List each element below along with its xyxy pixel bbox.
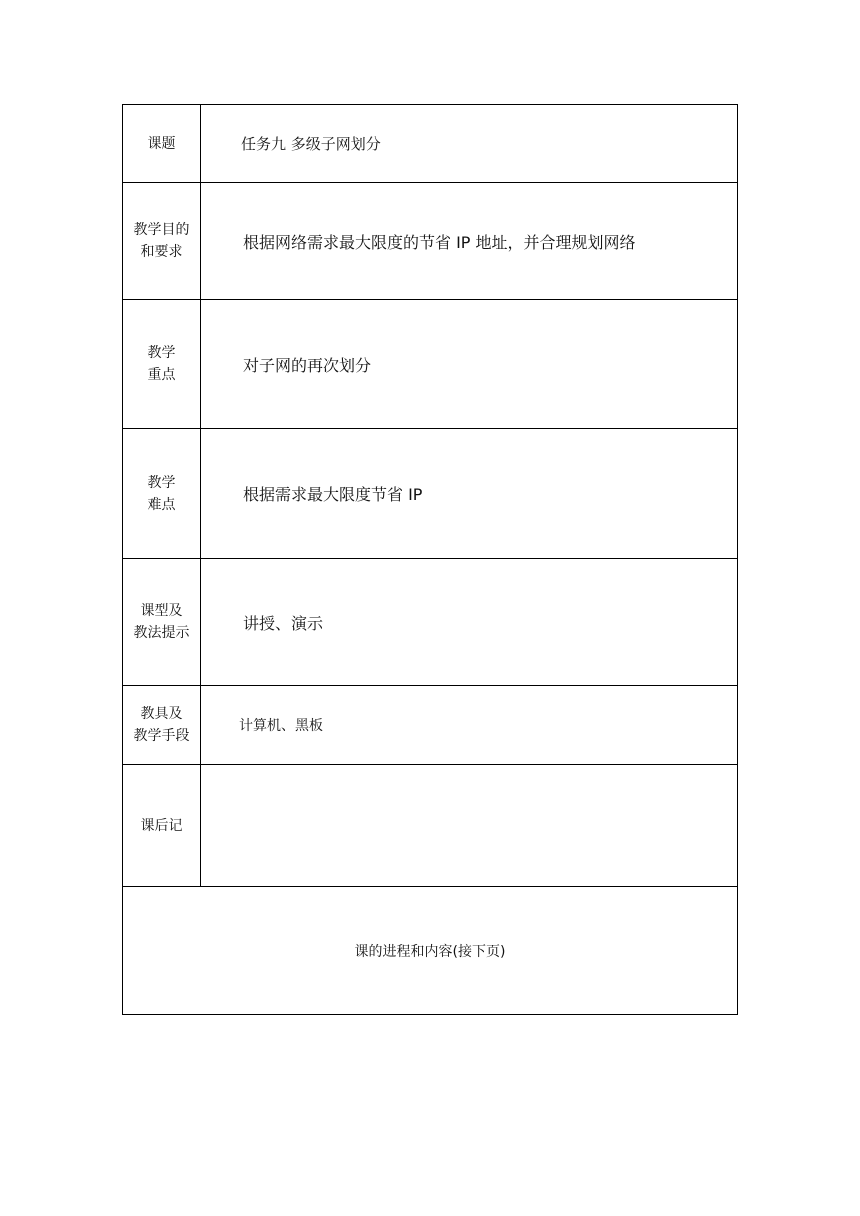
topic-content: 任务九 多级子网划分 [241,135,381,153]
objectives-row [123,183,738,300]
tools-label-line-2: 教学手段 [133,728,190,744]
topic-label-cell [123,105,201,183]
tools-content: 计算机、黑板 [239,718,323,734]
footer-cell [123,887,738,1015]
footer-row [123,887,738,1015]
topic-label: 课题 [147,135,176,152]
tools-label-cell [123,686,201,765]
difficulties-content: 根据需求最大限度节省 IP [243,485,423,504]
difficulties-label-line-2: 难点 [147,496,176,513]
topic-content-cell [201,105,738,183]
method-label-line-2: 教法提示 [133,625,190,641]
key-points-label-cell [123,300,201,429]
tools-label-line-1: 教具及 [140,706,183,722]
key-points-label-line-2: 重点 [147,367,176,383]
objectives-label-cell [123,183,201,300]
method-label-line-1: 课型及 [140,603,183,619]
tools-row [123,686,738,765]
objectives-content: 根据网络需求最大限度的节省 IP 地址，并合理规划网络 [243,232,636,252]
objectives-label-line-2: 和要求 [140,244,183,260]
method-label-cell [123,559,201,686]
method-content: 讲授、演示 [243,613,324,633]
objectives-content-cell [201,183,738,300]
tools-content-cell [201,686,738,765]
afterclass-notes-row [123,765,738,887]
lesson-plan-table [122,104,738,1015]
key-points-row [123,300,738,429]
method-row [123,559,738,686]
afterclass-notes-label-cell [123,765,201,887]
difficulties-content-cell [201,429,738,559]
footer-text: 课的进程和内容(接下页) [354,943,506,960]
topic-row [123,105,738,183]
difficulties-label-cell [123,429,201,559]
key-points-content-cell [201,300,738,429]
afterclass-notes-label: 课后记 [140,817,183,834]
difficulties-label-line-1: 教学 [147,474,176,491]
key-points-label-line-1: 教学 [147,345,176,361]
afterclass-notes-content-cell [201,765,738,887]
difficulties-row [123,429,738,559]
method-content-cell [201,559,738,686]
key-points-content: 对子网的再次划分 [243,355,372,375]
objectives-label-line-1: 教学目的 [133,222,190,238]
